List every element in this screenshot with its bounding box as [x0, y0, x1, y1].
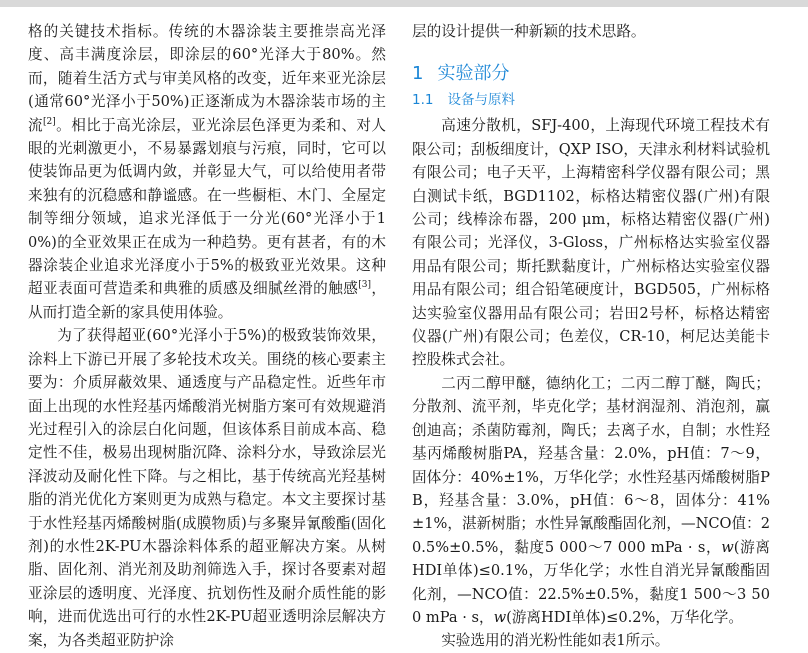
- text-run: ，从而打造全新的家具使用体验。: [28, 280, 386, 321]
- text-run: 。相比于高光涂层，亚光涂层色泽更为柔和、对人眼的光刺激更小，不易暴露划痕与污痕，同时，它可以使装饰品更为低调内敛，并彰显大气，可以给使用者带来独有的沉稳感和静谧感。在一些橱柜、木门、全屋定制等细分领域，追求光泽低于一分光(60°光泽小于10%)的全亚效果正在成为一种趋势。更有甚者，有的木器涂装企业追求光泽度小于5%的极致亚光效果。这种超亚表面可营造柔和典雅的质感及细腻丝滑的触感: [28, 116, 386, 298]
- intro-paragraph-gloss-trend: [28, 20, 386, 324]
- mass-fraction-symbol: w: [721, 538, 734, 556]
- right-column: [412, 20, 770, 653]
- subsection-title: 设备与原料: [447, 92, 515, 109]
- subsection-heading: [412, 89, 770, 111]
- continued-paragraph: 层的设计提供一种新颖的技术思路。: [412, 23, 646, 40]
- equipment-paragraph: 高速分散机，SFJ-400，上海现代环境工程技术有限公司；刮板细度计，QXP ISO，天津永利材料试验机有限公司；电子天平，上海精密科学仪器有限公司；黑白测试卡纸，BGD1102，标格达精密仪器(广州)有限公司；线棒涂布器，200 μm，标格达精密仪器(广州)有限公司；光泽仪，3-Gloss，广州标格达实验室仪器用品有限公司；斯托默黏度计，广州标格达实验室仪器用品有限公司；组合铅笔硬度计，BGD505，广州标格达实验室仪器用品有限公司；岩田2号杯，标格达精密仪器(广州)有限公司；色差仪，CR-10，柯尼达美能卡控股株式会社。: [412, 117, 770, 369]
- mass-fraction-symbol: w: [493, 608, 507, 626]
- text-run: 格的关键技术指标。传统的木器涂装主要推崇高光泽度、高丰满度涂层，即涂层的60°光泽大于80%。然而，随着生活方式与审美风格的改变，近年来亚光涂层(通常60°光泽小于50%)正逐渐成为木器涂装市场的主流: [28, 23, 386, 134]
- section-title: 实验部分: [437, 63, 510, 85]
- left-column: [28, 20, 386, 652]
- subsection-number: 1.1: [412, 92, 434, 109]
- section-heading: [412, 59, 770, 89]
- intro-paragraph-ultra-matte: 为了获得超亚(60°光泽小于5%)的极致装饰效果，涂料上下游已开展了多轮技术攻关。围绕的核心要素主要为：介质屏蔽效果、通透度与产品稳定性。近些年市面上出现的水性羟基丙烯酸消光树脂方案可有效规避消光过程引入的涂层白化问题，但该体系目前成本高、稳定性不佳，极易出现树脂沉降、涂料分水，导致涂层光泽波动及耐化性下降。与之相比，基于传统高光羟基树脂的消光优化方案则更为成熟与稳定。本文主要探讨基于水性羟基丙烯酸树脂(成膜物质)与多聚异氰酸酯(固化剂)的水性2K-PU木器涂料体系的超亚解决方案。从树脂、固化剂、消光剂及助剂筛选入手，探讨各要素对超亚涂层的透明度、光泽度、抗划伤性及耐介质性能的影响，进而优选出可行的水性2K-PU超亚透明涂层解决方案，为各类超亚防护涂: [28, 327, 386, 649]
- top-rule: [0, 0, 808, 7]
- citation-ref: [2]: [43, 116, 56, 127]
- citation-ref: [3]: [358, 280, 371, 291]
- text-run: (游离HDI单体)≤0.2%，万华化学。: [506, 608, 743, 626]
- text-run: (游离HDI单体)≤0.1%，万华化学；水性自消光异氰酸酯固化剂，—NCO值：22.5%±0.5%，黏度1 500～3 500 mPa · s，: [412, 538, 770, 626]
- materials-paragraph: [412, 372, 770, 629]
- text-run: 二丙二醇甲醚，德纳化工；二丙二醇丁醚，陶氏；分散剂、流平剂，毕克化学；基材润湿剂、消泡剂，赢创迪高；杀菌防霉剂，陶氏；去离子水，自制；水性羟基丙烯酸树脂PA，羟基含量：2.0%，pH值：7～9，固体分：40%±1%，万华化学；水性羟基丙烯酸树脂PB，羟基含量：3.0%，pH值：6～8，固体分：41%±1%，湛新树脂；水性异氰酸酯固化剂，—NCO值：20.5%±0.5%，黏度5 000～7 000 mPa · s，: [412, 374, 770, 556]
- section-number: 1: [412, 63, 424, 85]
- table-reference-paragraph: 实验选用的消光粉性能如表1所示。: [441, 632, 670, 650]
